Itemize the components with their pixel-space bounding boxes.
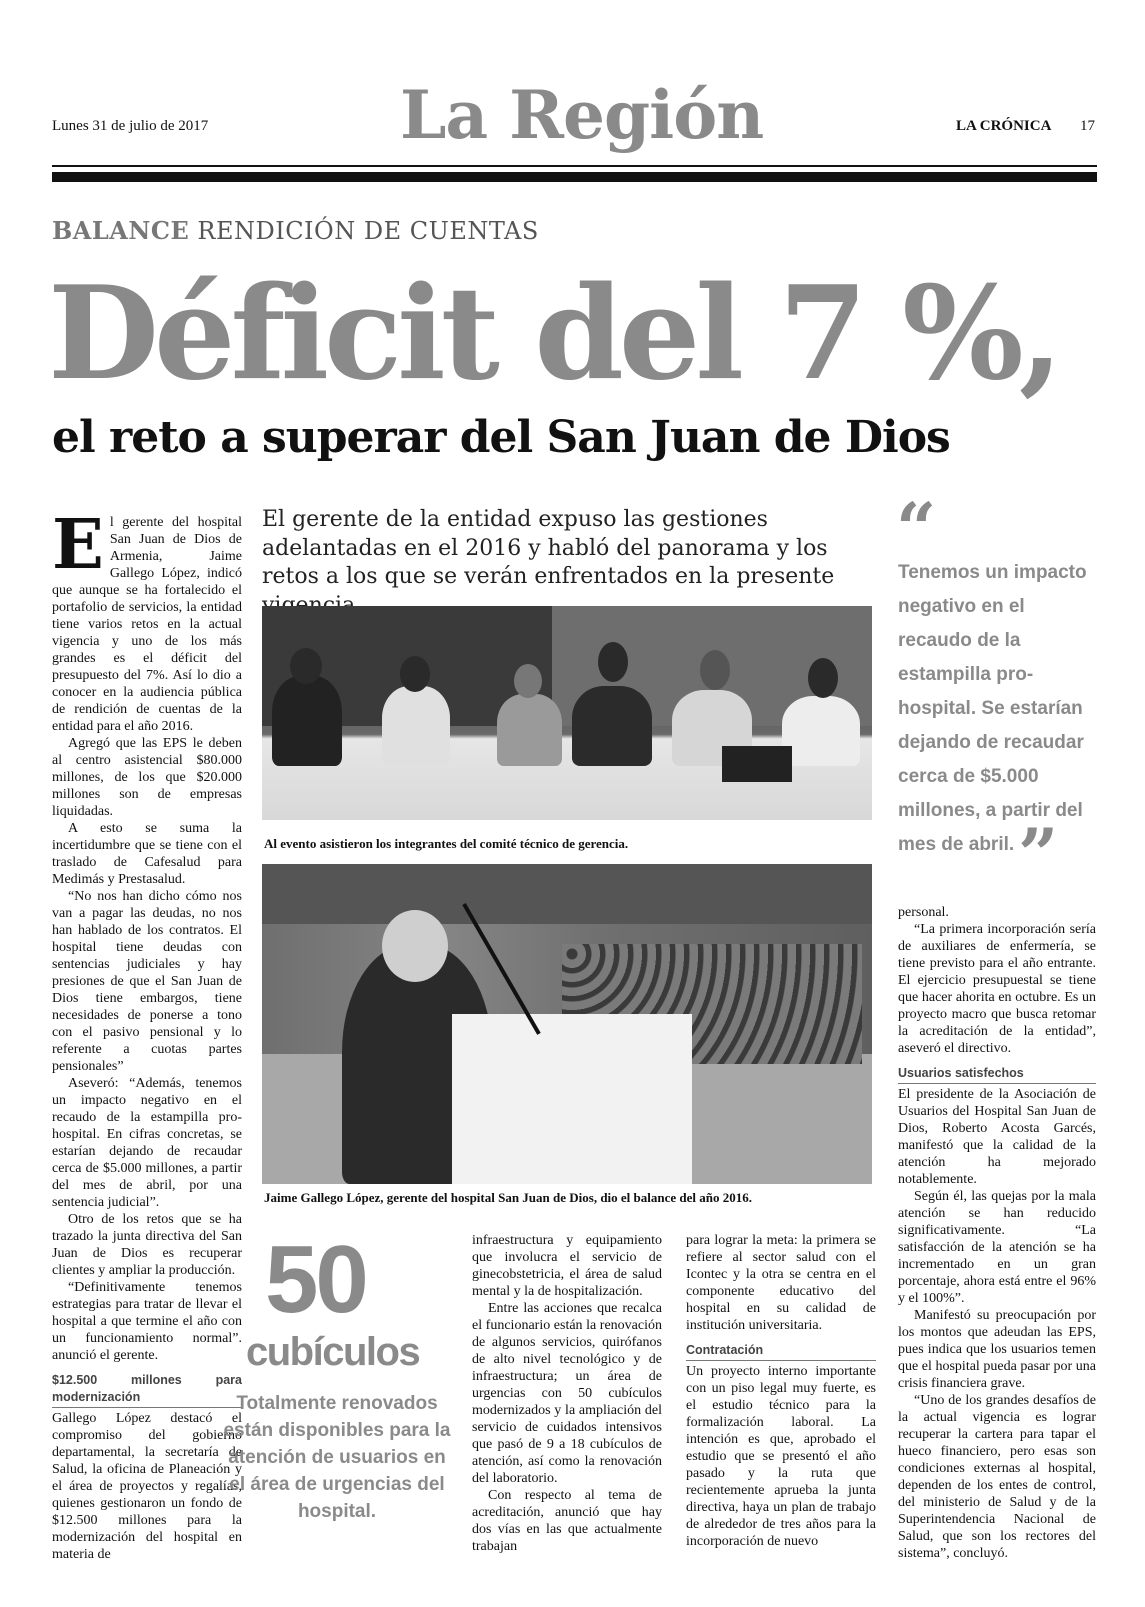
paragraph: Según él, las quejas por la mala atención se han reducido significativamente. “La satisfacción de la atención se ha incrementado en un gran porcentaje, ahora está entre el 96% y el 100%”. (898, 1189, 1096, 1306)
photo-committee-panel (262, 606, 872, 820)
photo-caption: Al evento asistieron los integrantes del comité técnico de gerencia. (264, 836, 629, 851)
subheadline: el reto a superar del San Juan de Dios (52, 412, 950, 463)
paragraph: El presidente de la Asociación de Usuarios del Hospital San Juan de Dios, Roberto Acosta Garcés, manifestó que la calidad de la atención ha mejorado notablemente. (898, 1087, 1096, 1187)
article-column-1 (52, 505, 242, 1563)
photo-caption: Jaime Gallego López, gerente del hospital San Juan de Dios, dio el balance del año 2016. (264, 1190, 753, 1205)
paragraph: Agregó que las EPS le deben al centro asistencial $80.000 millones, de los que $20.000 millones son de empresas liquidadas. (52, 736, 242, 819)
page-number: 17 (1080, 118, 1095, 134)
paragraph: A esto se suma la incertidumbre que se tiene con el traslado de Cafesalud para Medimás y Prestasalud. (52, 821, 242, 887)
quote-open-mark: “ (896, 487, 937, 570)
paragraph: infraestructura y equipamiento que involucra el servicio de ginecobstetricia, el área de salud mental y la de hospitalización. (472, 1233, 662, 1299)
infobox-text: Totalmente renovados están disponibles para la atención de usuarios en el área de urgencias del hospital. (223, 1393, 451, 1522)
article-column-4 (686, 1232, 876, 1550)
paragraph: Otro de los retos que se ha trazado la junta directiva del San Juan de Dios es recuperar clientes y ampliar la producción. (52, 1212, 242, 1278)
photo-manager-speech (262, 864, 872, 1184)
paragraph: Aseveró: “Además, tenemos un impacto negativo en el recaudo de la estampilla pro-hospital. En cifras concretas, se estarían dejando de recaudar cerca de $5.000 millones, a partir del mes de abril, por una sentencia judicial”. (52, 1076, 242, 1210)
section-subtitle: Usuarios satisfechos (898, 1065, 1096, 1084)
paragraph: “Definitivamente tenemos estrategias para tratar de llevar el hospital a que termine el año con un funcionamiento normal”. anunció el gerente. (52, 1280, 242, 1363)
paragraph: “La primera incorporación sería de auxiliares de enfermería, se tiene previsto para el año entrante. El ejercicio presupuestal se tiene que hacer ahorita en octubre. Es un proyecto macro que busca retomar la acreditación de la entidad”, aseveró el directivo. (898, 922, 1096, 1056)
pullquote-text: Tenemos un impacto negativo en el recaudo de la estampilla pro-hospital. Se estarían dejando de recaudar cerca de $5.000 millones, a partir del mes de abril. (898, 562, 1087, 855)
article-column-3 (472, 1232, 662, 1555)
section-subtitle: $12.500 millones para modernización (52, 1372, 242, 1408)
paragraph: para lograr la meta: la primera se refiere al sector salud con el Icontec y la otra se centra en el componente educativo del hospital en su calidad de institución universitaria. (686, 1233, 876, 1333)
kicker-tag: BALANCE (52, 216, 190, 245)
drop-cap: E (52, 505, 104, 585)
section-subtitle: Contratación (686, 1342, 876, 1361)
paragraph: Gallego López destacó el compromiso del gobierno departamental, la secretaría de Salud, la oficina de Planeación y el área de proyectos y regalías, quienes gestionaron un fondo de $12.500 millones para la modernización del hospital en materia de (52, 1411, 242, 1562)
paragraph: l gerente del hospital San Juan de Dios de Armenia, Jaime Gallego López, indicó que aunque se ha fortalecido el portafolio de servicios, la entidad tiene varios retos en la actual vigencia y uno de los más grandes es el déficit del presupuesto del 7%. Así lo dio a conocer en la audiencia pública de rendición de cuentas de la entidad para el año 2016. (52, 515, 242, 734)
headline: Déficit del 7 %, (48, 259, 1059, 409)
newspaper-name: LA CRÓNICA (956, 118, 1052, 134)
paragraph: Manifestó su preocupación por los montos que adeudan las EPS, pues indica que los usuarios temen que el hospital pueda pasar por una crisis financiera grave. (898, 1308, 1096, 1391)
quote-close-mark: ” (1018, 813, 1059, 896)
header-rule-thick (52, 172, 1097, 182)
article-column-5 (898, 904, 1096, 1562)
kicker (52, 216, 539, 245)
infobox-number: 50 (265, 1226, 366, 1333)
section-title: La Región (400, 76, 764, 154)
article-deck: El gerente de la entidad expuso las gestiones adelantadas en el 2016 y habló del panorama y los retos a los que se verán enfrentados en la presente (262, 507, 835, 590)
infobox-label: cubículos (246, 1330, 420, 1374)
paragraph: “Uno de los grandes desafíos de la actual vigencia es lograr recuperar la cartera para tapar el hueco financiero, pero esas son condiciones externas al hospital, dependen de los entes de control, del ministerio de Salud y de la Superintendencia Nacional de Salud, que son los rectores del sistema”, concluyó. (898, 1393, 1096, 1561)
paragraph: “No nos han dicho cómo nos van a pagar las deudas, no nos han hablado de los contratos. El hospital tiene deudas con sentencias judiciales y hay presiones de que el San Juan de Dios tiene embargos, tiene necesidades de ponerse a tono con el pasivo pensional y lo referente a cuotas partes pensionales” (52, 889, 242, 1074)
paragraph: personal. (898, 905, 949, 920)
paragraph: Un proyecto interno importante con un piso legal muy fuerte, es el estudio técnico para la formalización laboral. La intención es que, aprobado el estudio que se presentó el año pasado y la ruta que recientemente aprueba la junta directiva, haya un plan de trabajo de alrededor de tres años para la incorporación de nuevo (686, 1364, 876, 1549)
header-rule-thin (52, 165, 1097, 167)
paragraph: Con respecto al tema de acreditación, anunció que hay dos vías en las que actualmente trabajan (472, 1488, 662, 1554)
issue-date: Lunes 31 de julio de 2017 (52, 118, 209, 134)
kicker-topic: RENDICIÓN DE CUENTAS (197, 217, 539, 245)
paragraph: Entre las acciones que recalca el funcionario están la renovación de algunos servicios, quirófanos de alto nivel tecnológico y de infraestructura; un área de urgencias con 50 cubículos modernizados y la ampliación del servicio de cuidados intensivos que pasó de 9 a 18 cubículos de atención, así como la renovación del laboratorio. (472, 1301, 662, 1486)
